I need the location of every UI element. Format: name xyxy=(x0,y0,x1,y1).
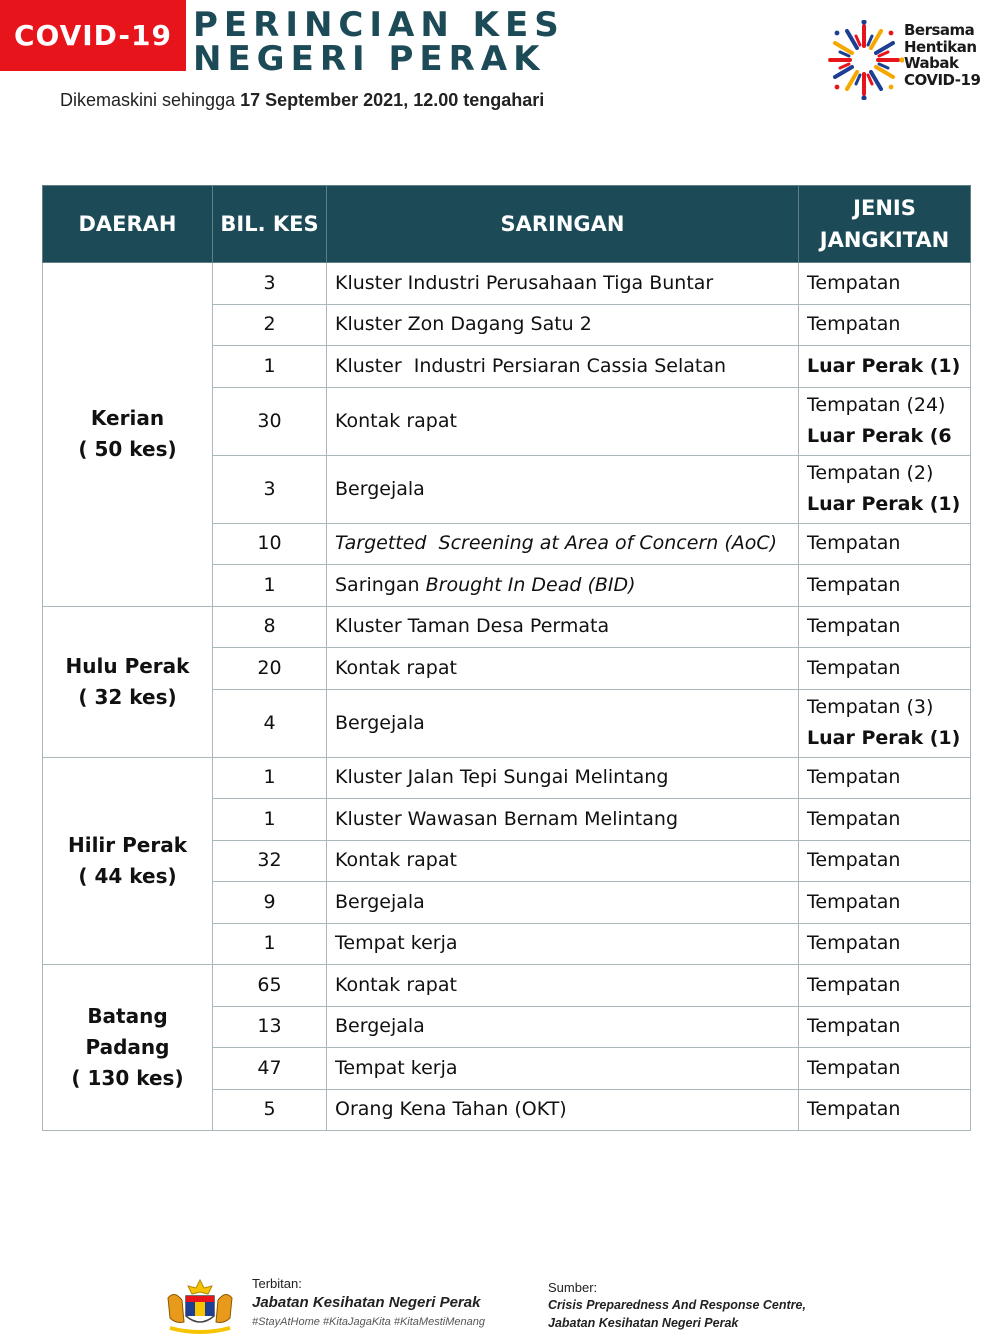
saringan-cell: Kontak rapat xyxy=(327,840,799,882)
saringan-cell: Kluster Taman Desa Permata xyxy=(327,606,799,648)
jenis-line: Luar Perak (1) xyxy=(807,493,961,515)
table-row xyxy=(43,965,971,1007)
saringan-cell: Kluster Jalan Tepi Sungai Melintang xyxy=(327,757,799,799)
covid-badge: COVID-19 xyxy=(0,0,186,71)
jenis-cell: Tempatan xyxy=(799,757,971,799)
bil-kes-cell: 3 xyxy=(213,263,327,305)
updated-prefix: Dikemaskini sehingga xyxy=(60,90,241,110)
bil-kes-cell: 8 xyxy=(213,606,327,648)
saringan-cell xyxy=(327,565,799,607)
slogan-line: Bersama xyxy=(904,21,975,39)
header-daerah: DAERAH xyxy=(43,186,213,263)
district-total: ( 130 kes) xyxy=(71,1066,184,1090)
district-total: ( 50 kes) xyxy=(78,437,177,462)
bil-kes-cell: 5 xyxy=(213,1089,327,1131)
saringan-prefix: Saringan xyxy=(335,573,426,596)
campaign-logo xyxy=(828,20,998,102)
saringan-italic: Brought In Dead (BID) xyxy=(425,573,636,596)
saringan-cell: Bergejala xyxy=(327,882,799,924)
bil-kes-cell: 30 xyxy=(213,387,327,455)
district-name: Kerian xyxy=(90,406,165,431)
slogan-line: Hentikan xyxy=(904,37,977,56)
bil-kes-cell: 47 xyxy=(213,1048,327,1090)
bil-kes-cell: 3 xyxy=(213,455,327,523)
slogan-line: COVID-19 xyxy=(904,70,981,89)
header-jenis-jangkitan xyxy=(799,186,971,263)
jenis-cell xyxy=(799,455,971,523)
saringan-cell: Kluster Zon Dagang Satu 2 xyxy=(327,304,799,346)
saringan-cell: Kontak rapat xyxy=(327,387,799,455)
jenis-cell: Tempatan xyxy=(799,606,971,648)
updated-date: 17 September 2021, 12.00 tengahari xyxy=(240,90,545,110)
title-line-1: PERINCIAN KES xyxy=(193,5,565,45)
jenis-line: Tempatan (24) xyxy=(807,394,946,416)
jenis-cell: Tempatan xyxy=(799,1048,971,1090)
publisher-label: Terbitan: xyxy=(252,1276,302,1291)
district-cell xyxy=(43,757,213,965)
bil-kes-cell: 9 xyxy=(213,882,327,924)
header-bil-kes: BIL. KES xyxy=(213,186,327,263)
updated-timestamp xyxy=(60,90,544,111)
saringan-cell: Bergejala xyxy=(327,455,799,523)
jenis-cell: Luar Perak (1) xyxy=(799,346,971,388)
title-line-2: NEGERI PERAK xyxy=(193,39,546,79)
saringan-cell: Tempat kerja xyxy=(327,923,799,965)
table-header-row xyxy=(43,186,971,263)
cases-table xyxy=(42,185,971,1131)
jenis-cell: Tempatan xyxy=(799,923,971,965)
bil-kes-cell: 2 xyxy=(213,304,327,346)
saringan-cell: Kluster Wawasan Bernam Melintang xyxy=(327,799,799,841)
publisher-block xyxy=(252,1276,485,1328)
jenis-cell: Tempatan xyxy=(799,799,971,841)
district-cell xyxy=(43,606,213,757)
jenis-line: Luar Perak (1) xyxy=(807,727,961,749)
source-label: Sumber: xyxy=(548,1280,598,1295)
jenis-cell: Tempatan xyxy=(799,304,971,346)
saringan-cell: Orang Kena Tahan (OKT) xyxy=(327,1089,799,1131)
page-title xyxy=(193,5,565,79)
table-row xyxy=(43,263,971,305)
district-total: ( 44 kes) xyxy=(78,863,177,888)
jenis-cell: Tempatan xyxy=(799,263,971,305)
hashtags: #StayAtHome #KitaJagaKita #KitaMestiMenang xyxy=(252,1316,485,1328)
saringan-cell: Kontak rapat xyxy=(327,965,799,1007)
saringan-cell: Tempat kerja xyxy=(327,1048,799,1090)
table-row xyxy=(43,757,971,799)
sunburst-icon xyxy=(828,20,904,100)
jenis-cell xyxy=(799,387,971,455)
saringan-cell: Bergejala xyxy=(327,689,799,757)
bil-kes-cell: 1 xyxy=(213,923,327,965)
district-name: Hulu Perak xyxy=(65,653,190,678)
bil-kes-cell: 20 xyxy=(213,648,327,690)
saringan-cell: Bergejala xyxy=(327,1006,799,1048)
bil-kes-cell: 1 xyxy=(213,346,327,388)
saringan-cell: Kontak rapat xyxy=(327,648,799,690)
jenis-cell: Tempatan xyxy=(799,565,971,607)
bil-kes-cell: 10 xyxy=(213,523,327,565)
jenis-cell: Tempatan xyxy=(799,648,971,690)
jenis-cell: Tempatan xyxy=(799,1006,971,1048)
district-cell xyxy=(43,965,213,1131)
saringan-cell: Kluster Industri Persiaran Cassia Selatan xyxy=(327,346,799,388)
bil-kes-cell: 1 xyxy=(213,799,327,841)
bil-kes-cell: 1 xyxy=(213,565,327,607)
source-line-1: Crisis Preparedness And Response Centre, xyxy=(548,1298,806,1312)
jenis-cell: Tempatan xyxy=(799,882,971,924)
saringan-cell: Targetted Screening at Area of Concern (AoC) xyxy=(327,523,799,565)
jenis-line: Tempatan (2) xyxy=(807,462,934,484)
bil-kes-cell: 4 xyxy=(213,689,327,757)
district-total: ( 32 kes) xyxy=(78,684,177,709)
slogan-line: Wabak xyxy=(904,54,959,72)
district-cell xyxy=(43,263,213,607)
header-jenis-line-2: JANGKITAN xyxy=(819,228,950,252)
jenis-cell: Tempatan xyxy=(799,523,971,565)
district-name: Hilir Perak xyxy=(67,832,187,857)
header-saringan: SARINGAN xyxy=(327,186,799,263)
bil-kes-cell: 13 xyxy=(213,1006,327,1048)
source-line-2: Jabatan Kesihatan Negeri Perak xyxy=(548,1316,739,1330)
jenis-cell: Tempatan xyxy=(799,840,971,882)
bil-kes-cell: 32 xyxy=(213,840,327,882)
bil-kes-cell: 1 xyxy=(213,757,327,799)
jenis-cell xyxy=(799,689,971,757)
coat-of-arms-icon xyxy=(160,1278,240,1336)
source-block xyxy=(548,1280,806,1331)
bil-kes-cell: 65 xyxy=(213,965,327,1007)
district-name: Batang Padang xyxy=(85,1004,170,1059)
jenis-cell: Tempatan xyxy=(799,1089,971,1131)
publisher-name: Jabatan Kesihatan Negeri Perak xyxy=(252,1294,481,1311)
jenis-line: Tempatan (3) xyxy=(807,696,934,718)
header-jenis-line-1: JENIS xyxy=(853,196,916,220)
campaign-slogan xyxy=(904,22,1000,88)
saringan-cell: Kluster Industri Perusahaan Tiga Buntar xyxy=(327,263,799,305)
table-row xyxy=(43,606,971,648)
jenis-line: Luar Perak (6 xyxy=(807,425,952,447)
jenis-cell: Tempatan xyxy=(799,965,971,1007)
